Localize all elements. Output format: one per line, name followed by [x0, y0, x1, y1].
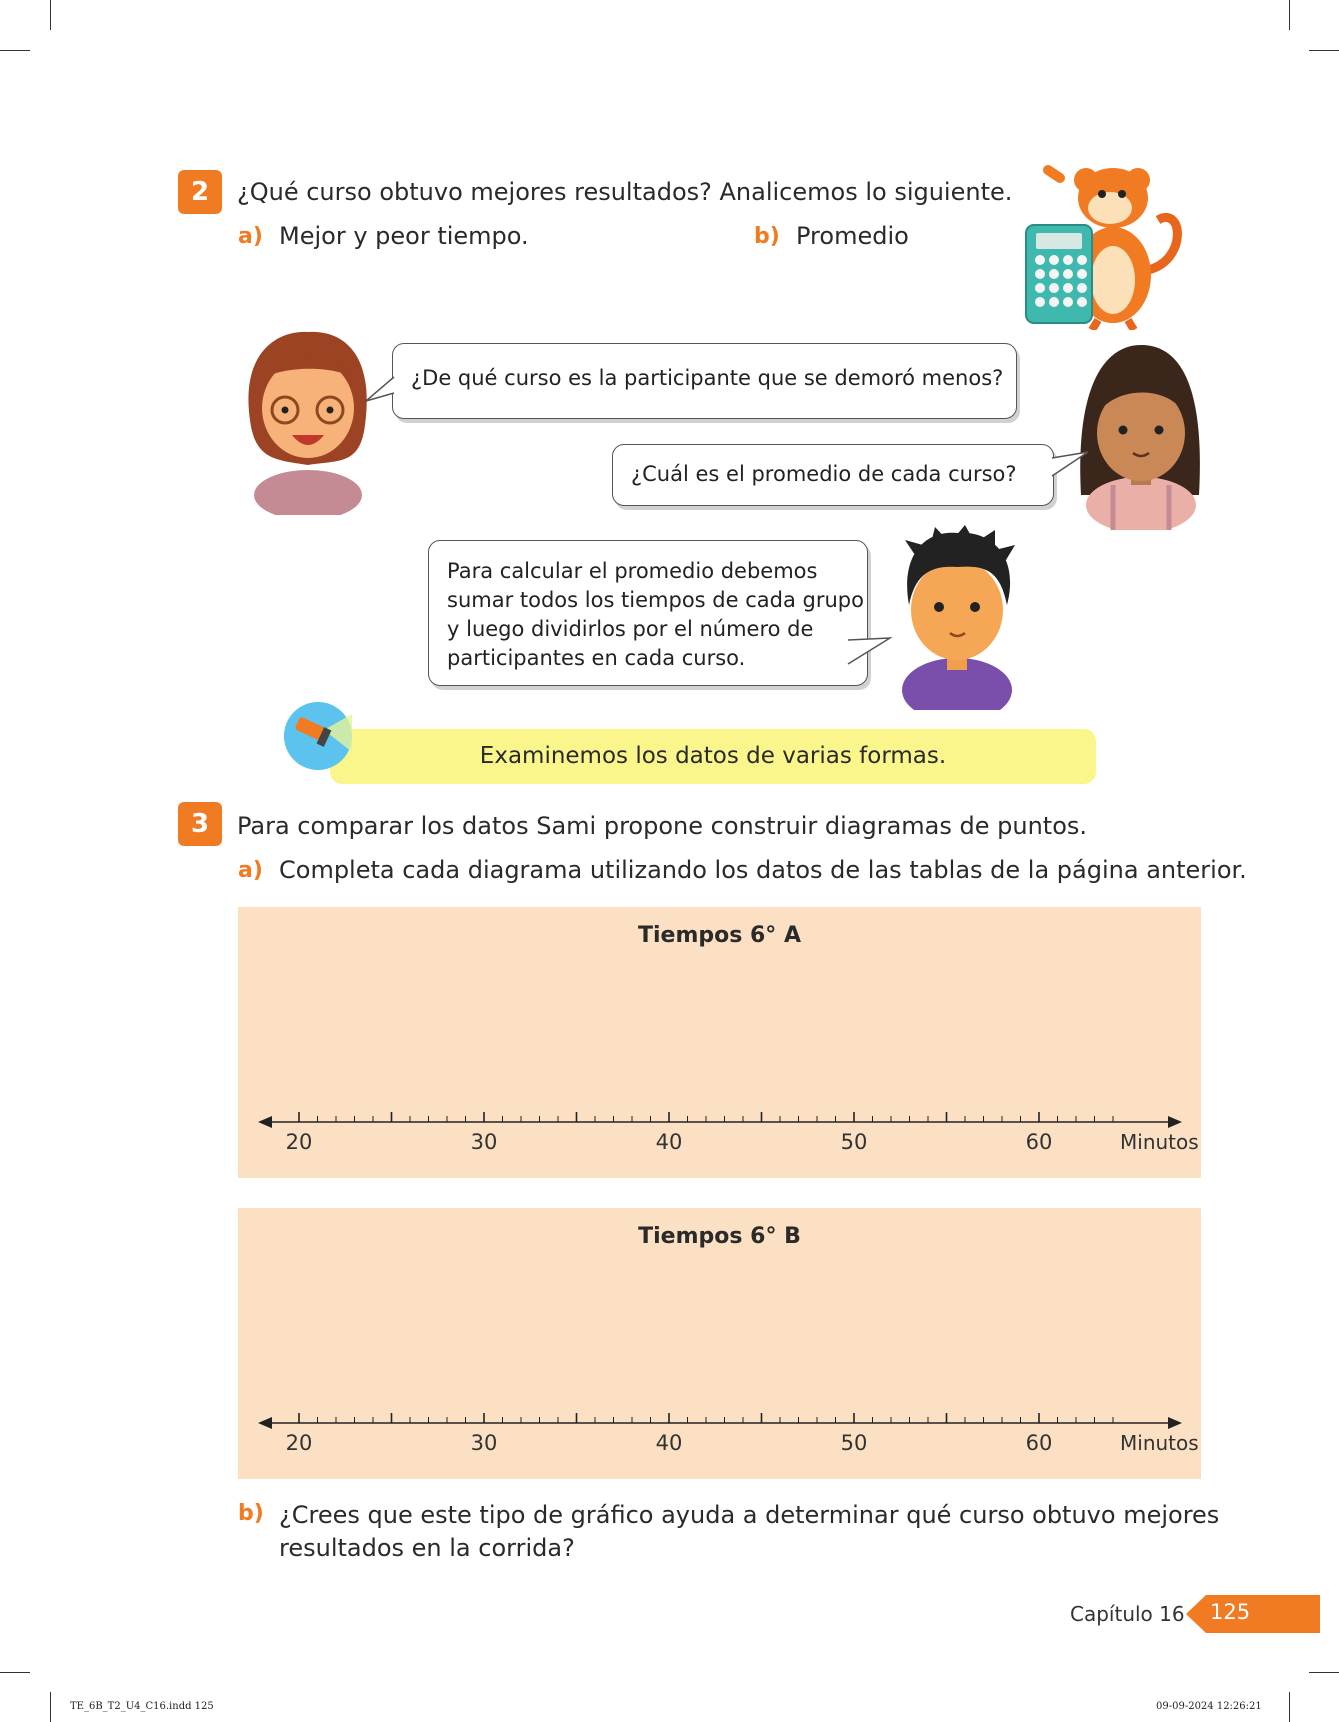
q3-b-line: ¿Crees que este tipo de gráfico ayuda a determinar qué curso obtuvo mejores	[279, 1501, 1220, 1529]
question-2-text: ¿Qué curso obtuvo mejores resultados? Analicemos lo siguiente.	[237, 178, 1013, 206]
axis-tick-label: 60	[1025, 1431, 1053, 1455]
speech-bubble-2-text: ¿Cuál es el promedio de cada curso?	[631, 462, 1017, 486]
boy-illustration	[895, 525, 1020, 710]
q3-a-letter: a)	[238, 858, 263, 883]
bubble-1-tail	[364, 375, 396, 405]
page-number-tab	[1186, 1595, 1320, 1633]
axis-arrow-right	[1168, 1116, 1182, 1128]
file-name: TE_6B_T2_U4_C16.indd 125	[70, 1701, 214, 1712]
tip-banner	[330, 729, 1096, 784]
tip-text: Examinemos los datos de varias formas.	[479, 743, 947, 769]
axis-tick-label: 60	[1025, 1130, 1053, 1154]
crop-mark	[1289, 0, 1290, 30]
dot-plot-a-unit: Minutos	[1120, 1130, 1199, 1154]
dot-plot-panel-b	[238, 1208, 1201, 1479]
monkey-calculator-illustration	[1018, 150, 1186, 330]
speech-bubble-2	[612, 444, 1054, 506]
q2-a-text: Mejor y peor tiempo.	[279, 222, 529, 250]
speech-bubble-3-line: participantes en cada curso.	[447, 646, 746, 670]
speech-bubble-1-text: ¿De qué curso es la participante que se demoró menos?	[411, 366, 1004, 390]
dot-plot-b-axis	[238, 1208, 1201, 1448]
crop-mark	[1309, 50, 1339, 51]
axis-tick-label: 20	[285, 1130, 313, 1154]
question-3-text: Para comparar los datos Sami propone construir diagramas de puntos.	[237, 812, 1088, 840]
speech-bubble-3-line: y luego dividirlos por el número de	[447, 617, 814, 641]
dot-plot-a-axis	[238, 907, 1201, 1147]
crop-mark	[1289, 1692, 1290, 1722]
axis-tick-label: 30	[470, 1130, 498, 1154]
page-number: 125	[1210, 1600, 1251, 1624]
dot-plot-a-title: Tiempos 6° A	[637, 923, 801, 948]
print-timestamp: 09-09-2024 12:26:21	[1156, 1701, 1262, 1712]
speech-bubble-1	[392, 343, 1017, 419]
q3-a-text: Completa cada diagrama utilizando los datos de las tablas de la página anterior.	[279, 856, 1247, 884]
q3-b-line: resultados en la corrida?	[279, 1534, 575, 1562]
dot-plot-b-unit: Minutos	[1120, 1431, 1199, 1455]
crop-mark	[0, 1672, 30, 1673]
axis-tick-label: 20	[285, 1431, 313, 1455]
crop-mark	[0, 50, 30, 51]
dot-plot-b-title: Tiempos 6° B	[638, 1224, 801, 1249]
axis-tick-label: 40	[655, 1130, 683, 1154]
axis-arrow-left	[258, 1116, 272, 1128]
bubble-2-tail	[1050, 448, 1090, 480]
speech-bubble-3	[428, 540, 868, 686]
crop-mark	[50, 0, 51, 30]
q2-a-letter: a)	[238, 224, 263, 249]
axis-tick-label: 30	[470, 1431, 498, 1455]
flashlight-icon	[282, 700, 354, 772]
girl-long-hair-illustration	[1075, 345, 1205, 530]
bubble-3-tail	[846, 634, 892, 670]
speech-bubble-3-line: sumar todos los tiempos de cada grupo	[447, 588, 864, 612]
speech-bubble-3-line: Para calcular el promedio debemos	[447, 559, 818, 583]
axis-tick-label: 50	[840, 1431, 868, 1455]
axis-tick-label: 50	[840, 1130, 868, 1154]
question-2-badge: 2	[178, 170, 222, 214]
axis-arrow-right	[1168, 1417, 1182, 1429]
axis-arrow-left	[258, 1417, 272, 1429]
question-3-badge: 3	[178, 802, 222, 846]
axis-tick-label: 40	[655, 1431, 683, 1455]
q2-b-letter: b)	[754, 224, 780, 249]
chapter-label: Capítulo 16	[1070, 1602, 1185, 1626]
q2-b-text: Promedio	[796, 222, 909, 250]
crop-mark	[50, 1692, 51, 1722]
q3-b-letter: b)	[238, 1501, 264, 1526]
dot-plot-panel-a	[238, 907, 1201, 1178]
girl-glasses-illustration	[240, 330, 370, 515]
crop-mark	[1309, 1672, 1339, 1673]
